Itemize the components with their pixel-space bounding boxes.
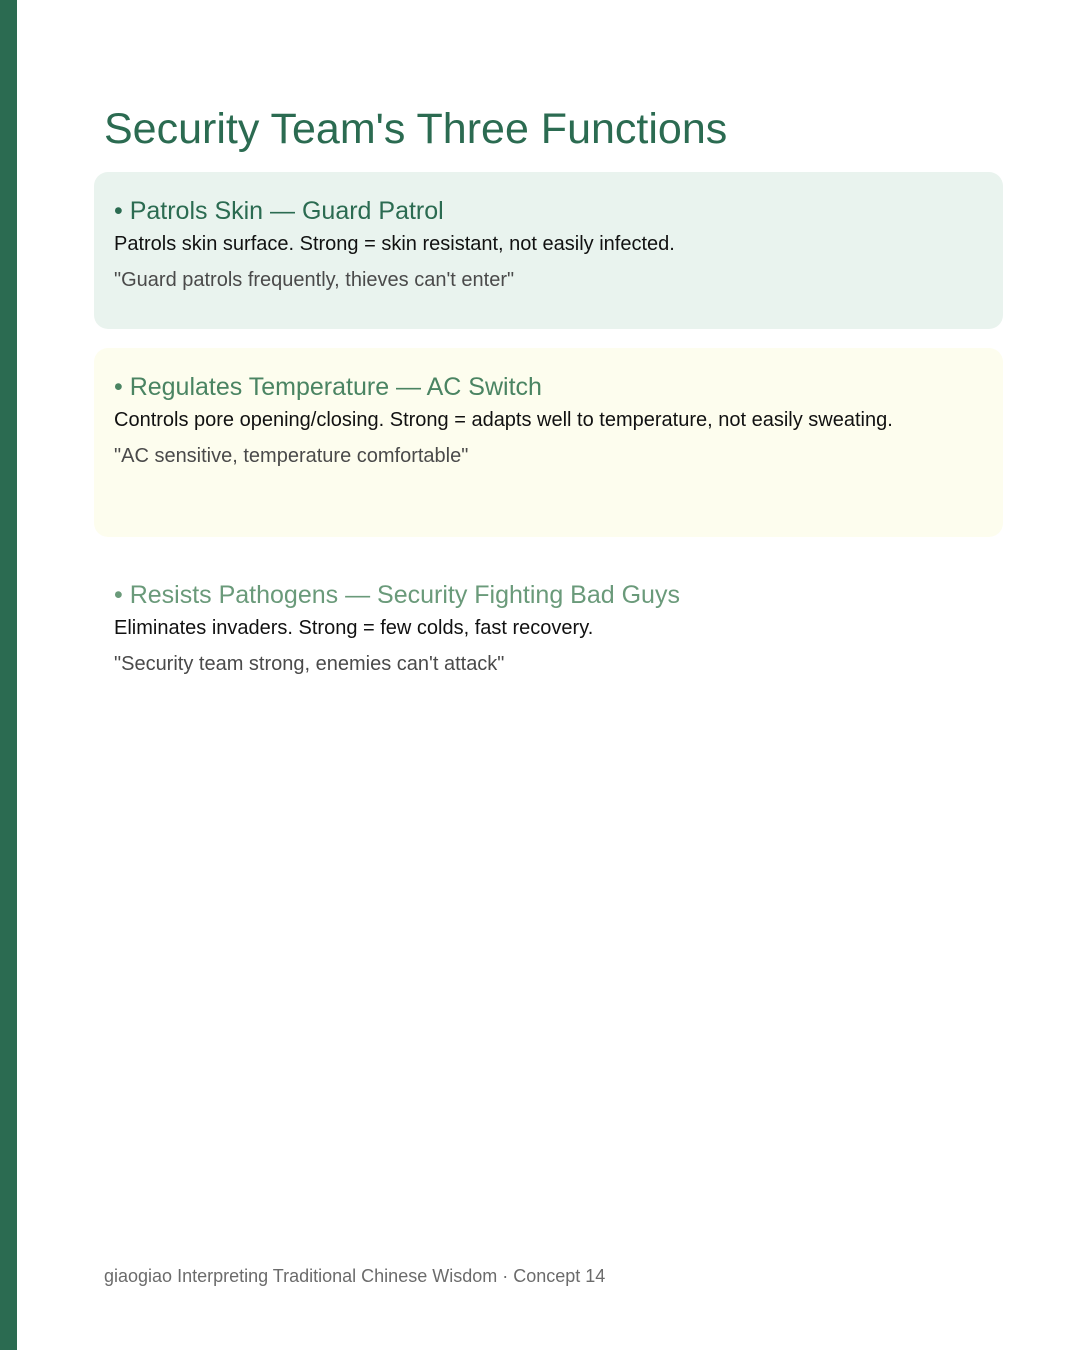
function-card-temperature (94, 348, 1003, 537)
function-card-patrol (94, 172, 1003, 329)
card-quote: "Security team strong, enemies can't attack" (114, 653, 505, 675)
card-heading: • Patrols Skin — Guard Patrol (114, 197, 444, 225)
card-quote: "AC sensitive, temperature comfortable" (114, 445, 469, 467)
card-quote: "Guard patrols frequently, thieves can't enter" (114, 269, 515, 291)
function-card-pathogens (94, 556, 1003, 706)
card-heading: • Resists Pathogens — Security Fighting Bad Guys (114, 581, 680, 609)
card-description: Patrols skin surface. Strong = skin resistant, not easily infected. (114, 233, 675, 255)
accent-side-bar (0, 0, 17, 1350)
footer-credit: giaogiao Interpreting Traditional Chinese Wisdom · Concept 14 (104, 1266, 606, 1286)
card-heading: • Regulates Temperature — AC Switch (114, 373, 542, 401)
card-description: Controls pore opening/closing. Strong = adapts well to temperature, not easily sweating. (114, 409, 893, 431)
card-description: Eliminates invaders. Strong = few colds, fast recovery. (114, 617, 594, 639)
page-title: Security Team's Three Functions (104, 105, 728, 153)
